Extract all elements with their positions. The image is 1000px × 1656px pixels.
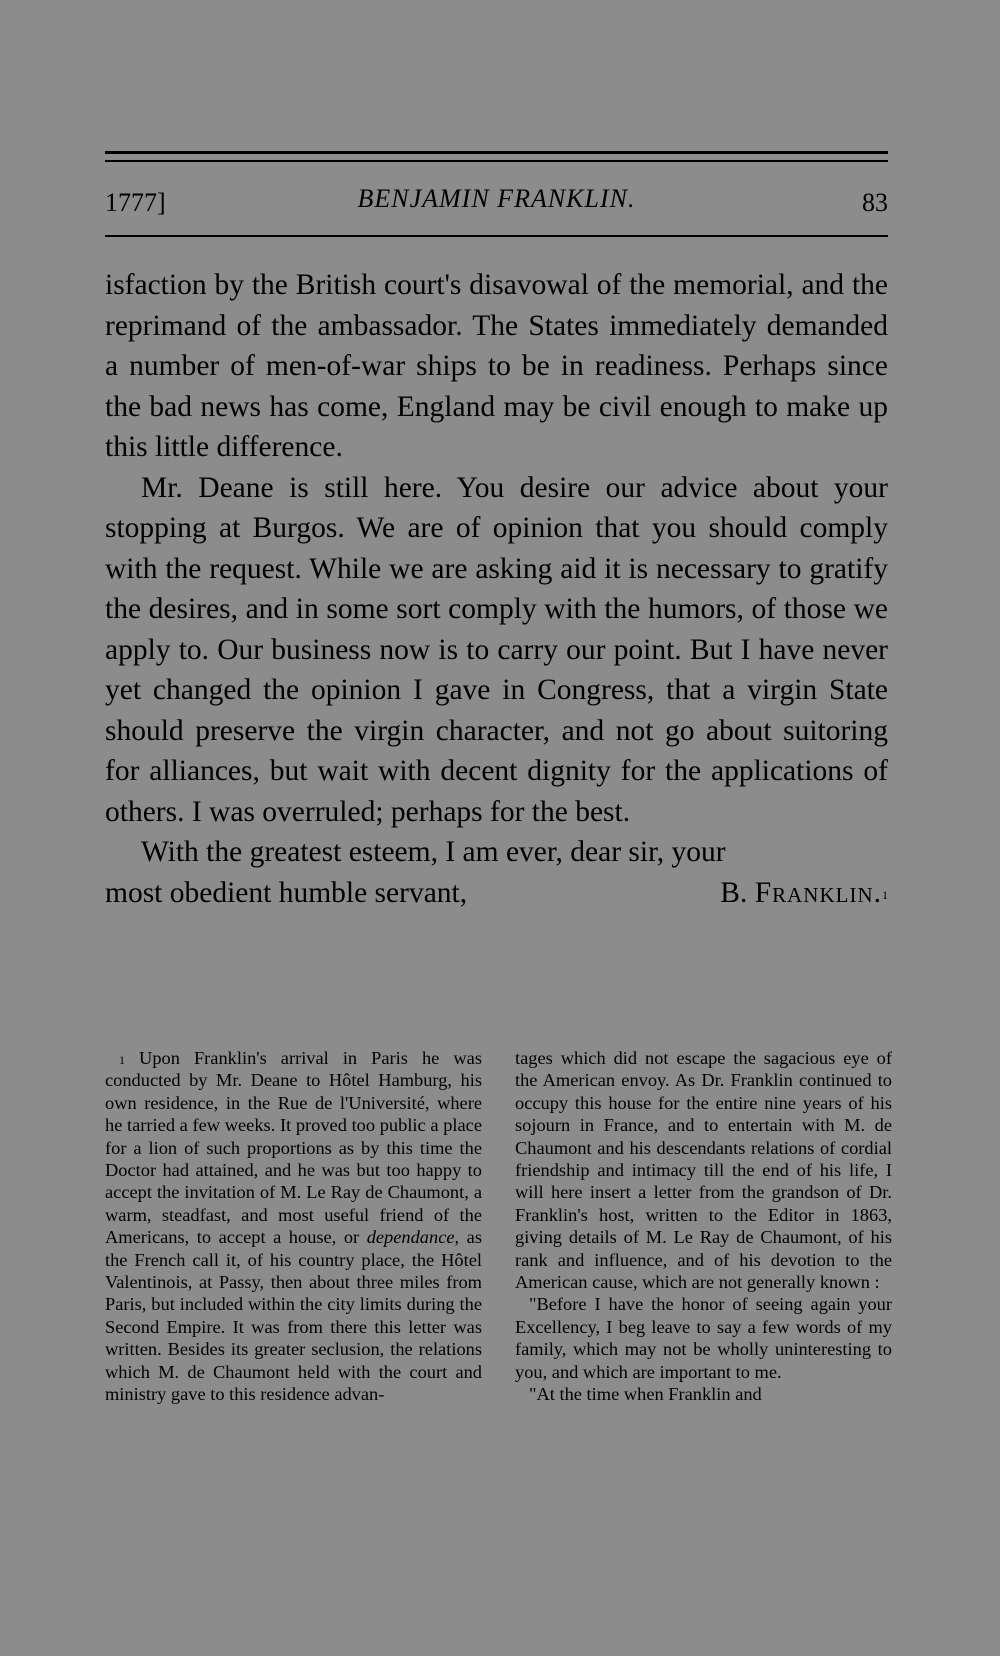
footnote-italic-term: dependance, bbox=[366, 1227, 460, 1248]
header-year: 1777] bbox=[105, 188, 166, 217]
signature-name: Franklin. bbox=[754, 876, 882, 909]
page-number: 83 bbox=[862, 188, 888, 217]
paragraph-2: Mr. Deane is still here. You desire our advice about your stopping at Burgos. We are of opinion that you should comply with the request. While we are asking aid it is necessary to gratify the desires, and in some sort comply with the humors, of those we apply to. Our business now is to carry our point. But I have never yet changed the opinion I gave in Congress, that a virgin State should preserve the virgin character, and not go about suitoring for alliances, but wait with decent dignity for the applications of others. I was overruled; perhaps for the best. bbox=[105, 471, 888, 828]
main-text bbox=[105, 265, 888, 913]
footnote-text-2: as the French call it, of his country place, the Hôtel Valentinois, at Passy, then about three miles from Paris, but included within the city limits during the Second Empire. It was from there this letter was written. Besides its greater seclusion, the relations which M. de Chaumont held with the court and ministry gave to this residence advan- bbox=[105, 1227, 482, 1405]
paragraph-3: With the greatest esteem, I am ever, dear sir, your bbox=[141, 836, 726, 868]
footnote-quote-1: "Before I have the honor of seeing again your Excellency, I beg leave to say a few words of my family, which may not be wholly uninteresting to you, and which are important to me. bbox=[515, 1294, 892, 1382]
top-double-rule-upper bbox=[105, 151, 888, 154]
closing-text: most obedient humble servant, bbox=[105, 876, 468, 909]
footnote-mark: 1 bbox=[119, 1053, 125, 1067]
footnote-continuation: tages which did not escape the sagacious eye of the American envoy. As Dr. Franklin continued to occupy this house for the entire nine years of his sojourn in France, and to entertain with M. de Chaumont and his descendants relations of cordial friendship and intimacy till the end of his life, I will here insert a letter from the grandson of Dr. Franklin's host, written to the Editor in 1863, giving details of M. Le Ray de Chaumont, of his rank and influence, and of his devotion to the American cause, which are not generally known : bbox=[515, 1048, 892, 1293]
footnote-quote-2: "At the time when Franklin and bbox=[529, 1384, 762, 1405]
header-title: BENJAMIN FRANKLIN. bbox=[357, 184, 636, 213]
footnote-1 bbox=[105, 1047, 482, 1406]
footnote-column-right bbox=[515, 1047, 892, 1406]
running-header bbox=[105, 184, 888, 220]
signature-initial: B. bbox=[720, 876, 748, 909]
top-double-rule-lower bbox=[105, 160, 888, 162]
closing-line bbox=[105, 873, 888, 914]
paragraph-1: isfaction by the British court's disavowal of the memorial, and the reprimand of the ambassador. The States immediately demanded a number of men-of-war ships to be in readiness. Perhaps since the bad news has come, England may be civil enough to make up this little difference. bbox=[105, 269, 888, 463]
footnote-column-left bbox=[105, 1047, 482, 1406]
footnote-text-1: Upon Franklin's arrival in Paris he was conducted by Mr. Deane to Hôtel Hamburg, his own residence, in the Rue de l'Université, where he tarried a few weeks. It proved too public a place for a lion of such proportions as by this time the Doctor had attained, and he was but too happy to accept the invitation of M. Le Ray de Chaumont, a warm, steadfast, and most useful friend of the Americans, to accept a house, or bbox=[105, 1048, 482, 1248]
footnote-reference: 1 bbox=[882, 887, 888, 902]
header-rule bbox=[105, 235, 888, 237]
signature bbox=[720, 873, 888, 914]
